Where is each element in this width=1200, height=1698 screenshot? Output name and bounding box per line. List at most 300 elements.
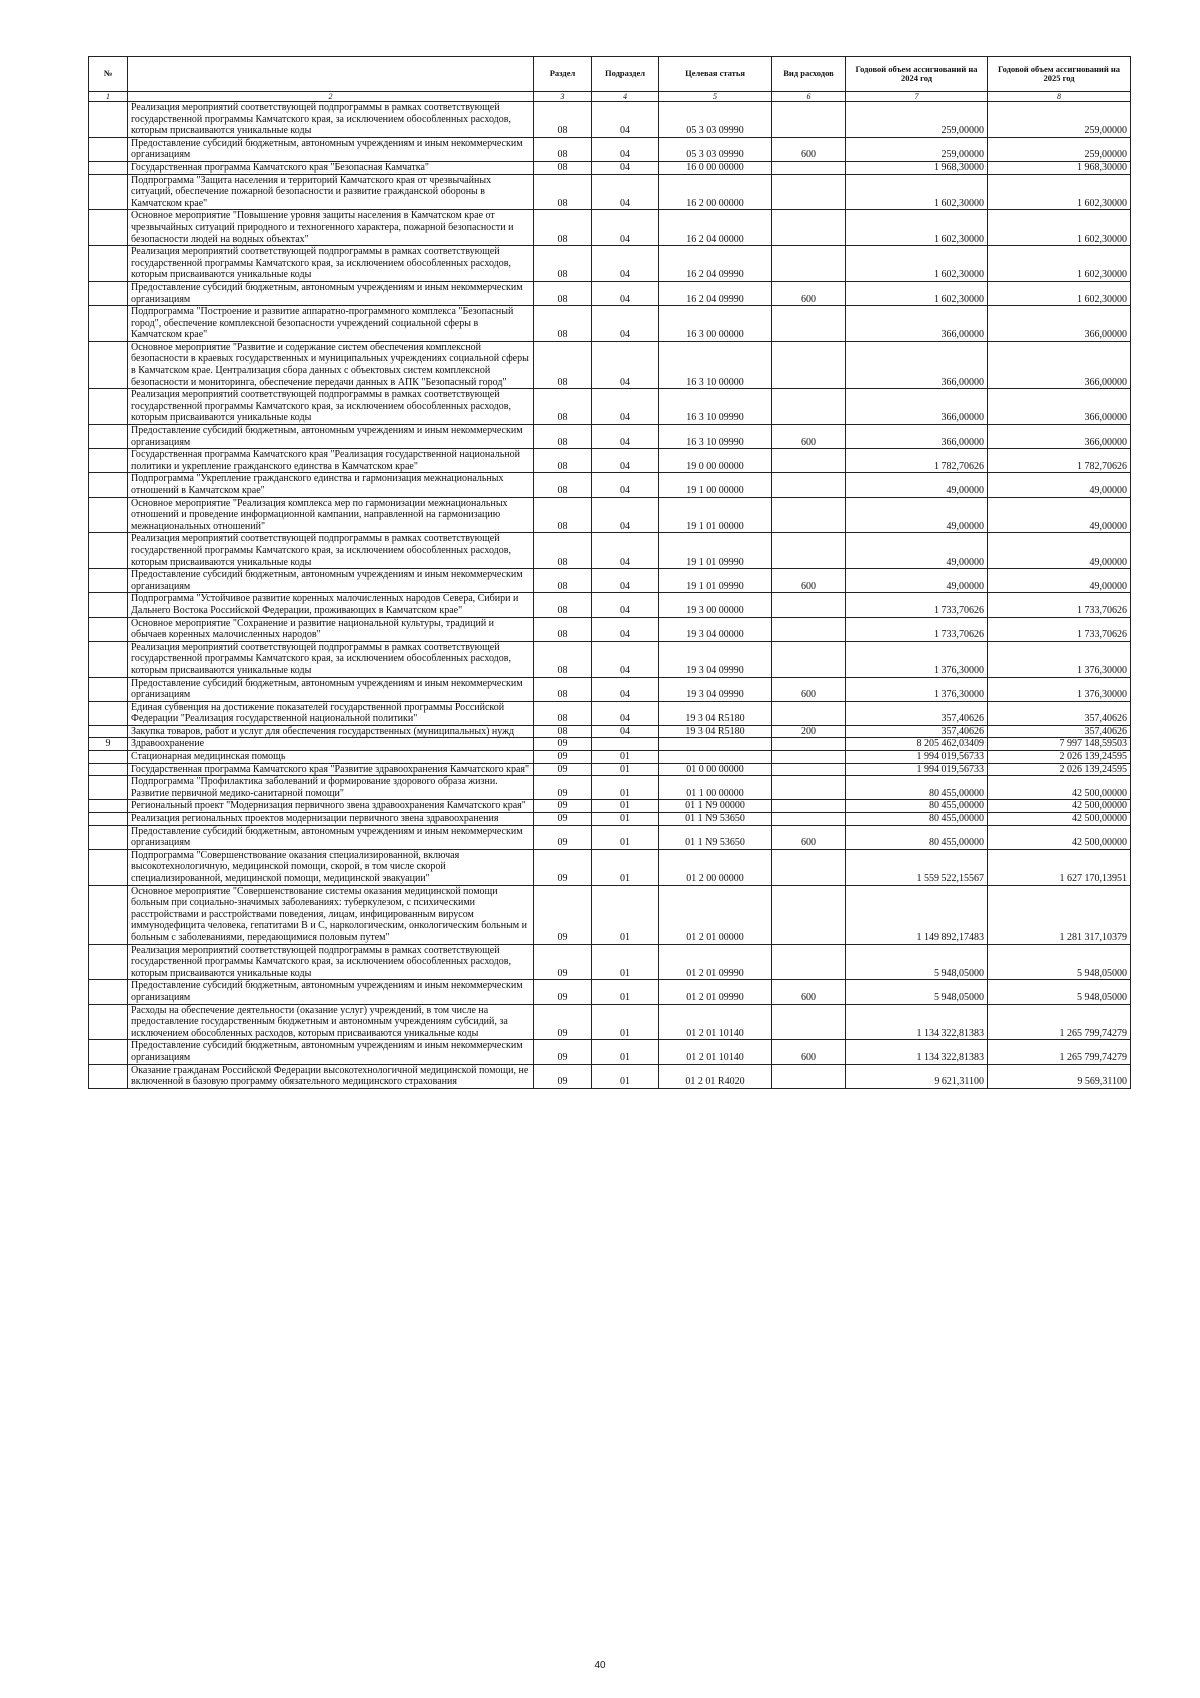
row-amount-2024: 1 602,30000: [846, 210, 988, 246]
row-amount-2024: 259,00000: [846, 102, 988, 138]
row-name: Подпрограмма "Устойчивое развитие коренных малочисленных народов Севера, Сибири и Дальнего Востока Российской Федерации, проживающих в Камчатском крае": [128, 593, 534, 617]
table-row: [89, 102, 1131, 138]
row-article: 05 3 03 09990: [659, 102, 772, 138]
row-name: Региональный проект "Модернизация первичного звена здравоохранения Камчатского края": [128, 800, 534, 813]
row-number: [89, 751, 128, 764]
row-number: [89, 246, 128, 282]
row-number: [89, 800, 128, 813]
row-razdel: 09: [534, 1004, 592, 1040]
row-number: [89, 449, 128, 473]
row-name: Оказание гражданам Российской Федерации высокотехнологичной медицинской помощи, не включенной в базовую программу обязательного медицинского страхования: [128, 1064, 534, 1088]
row-amount-2024: 259,00000: [846, 137, 988, 161]
table-row: [89, 174, 1131, 210]
row-amount-2025: 259,00000: [988, 102, 1131, 138]
row-razdel: 08: [534, 641, 592, 677]
row-number: [89, 641, 128, 677]
row-article: 16 2 04 00000: [659, 210, 772, 246]
row-amount-2025: 5 948,05000: [988, 944, 1131, 980]
table-row: [89, 751, 1131, 764]
row-amount-2024: 9 621,31100: [846, 1064, 988, 1088]
column-number: 2: [128, 92, 534, 102]
row-amount-2024: 1 968,30000: [846, 161, 988, 174]
row-razdel: 08: [534, 102, 592, 138]
row-name: Основное мероприятие "Сохранение и развитие национальной культуры, традиций и обычаев коренных малочисленных народов": [128, 617, 534, 641]
row-article: 19 3 04 00000: [659, 617, 772, 641]
row-article: 01 2 00 00000: [659, 849, 772, 885]
row-razdel: 08: [534, 473, 592, 497]
row-article: 01 1 N9 00000: [659, 800, 772, 813]
row-vid: [772, 306, 846, 342]
row-vid: [772, 1064, 846, 1088]
table-row: [89, 725, 1131, 738]
row-razdel: 08: [534, 281, 592, 305]
row-number: [89, 473, 128, 497]
row-vid: [772, 593, 846, 617]
row-article: 01 1 N9 53650: [659, 813, 772, 826]
row-amount-2025: 42 500,00000: [988, 800, 1131, 813]
row-number: [89, 1004, 128, 1040]
row-name: Реализация мероприятий соответствующей подпрограммы в рамках соответствующей государственной программы Камчатского края, за исключением обособленных расходов, которым присваиваются уникальные коды: [128, 944, 534, 980]
row-article: 01 0 00 00000: [659, 763, 772, 776]
row-podrazdel: 04: [592, 617, 659, 641]
row-razdel: 08: [534, 449, 592, 473]
row-amount-2025: 1 602,30000: [988, 281, 1131, 305]
row-razdel: 09: [534, 813, 592, 826]
row-podrazdel: 04: [592, 569, 659, 593]
row-amount-2024: 1 733,70626: [846, 593, 988, 617]
row-number: [89, 1040, 128, 1064]
row-razdel: 08: [534, 306, 592, 342]
row-amount-2024: 5 948,05000: [846, 944, 988, 980]
row-amount-2024: 1 602,30000: [846, 281, 988, 305]
row-razdel: 08: [534, 389, 592, 425]
table-row: [89, 763, 1131, 776]
table-row: [89, 701, 1131, 725]
table-row: [89, 641, 1131, 677]
row-amount-2024: 5 948,05000: [846, 980, 988, 1004]
table-row: [89, 849, 1131, 885]
row-podrazdel: 04: [592, 174, 659, 210]
row-article: 01 1 N9 53650: [659, 825, 772, 849]
row-number: [89, 341, 128, 388]
row-article: 16 3 00 00000: [659, 306, 772, 342]
row-vid: [772, 617, 846, 641]
row-article: 01 2 01 R4020: [659, 1064, 772, 1088]
column-number: 5: [659, 92, 772, 102]
row-number: [89, 137, 128, 161]
row-vid: [772, 751, 846, 764]
row-amount-2024: 366,00000: [846, 306, 988, 342]
row-name: Подпрограмма "Построение и развитие аппаратно-программного комплекса "Безопасный город", обеспечение комплексной безопасности учреждений социальной сферы в Камчатском крае": [128, 306, 534, 342]
row-podrazdel: 01: [592, 885, 659, 944]
table-row: [89, 210, 1131, 246]
table-row: [89, 341, 1131, 388]
row-vid: [772, 174, 846, 210]
row-amount-2024: 1 733,70626: [846, 617, 988, 641]
column-number: 6: [772, 92, 846, 102]
row-amount-2024: 1 134 322,81383: [846, 1004, 988, 1040]
row-podrazdel: 04: [592, 281, 659, 305]
row-name: Подпрограмма "Профилактика заболеваний и формирование здорового образа жизни. Развитие первичной медико-санитарной помощи": [128, 776, 534, 800]
row-article: 16 0 00 00000: [659, 161, 772, 174]
row-amount-2024: 1 149 892,17483: [846, 885, 988, 944]
row-number: [89, 1064, 128, 1088]
row-number: [89, 763, 128, 776]
row-amount-2025: 366,00000: [988, 341, 1131, 388]
row-podrazdel: 04: [592, 341, 659, 388]
row-amount-2024: 1 602,30000: [846, 246, 988, 282]
row-article: 01 2 01 09990: [659, 944, 772, 980]
row-amount-2025: 1 627 170,13951: [988, 849, 1131, 885]
row-podrazdel: 01: [592, 813, 659, 826]
row-number: 9: [89, 738, 128, 751]
row-razdel: 08: [534, 533, 592, 569]
row-amount-2025: 1 782,70626: [988, 449, 1131, 473]
row-podrazdel: 01: [592, 776, 659, 800]
row-name: Здравоохранение: [128, 738, 534, 751]
row-amount-2024: 1 559 522,15567: [846, 849, 988, 885]
table-row: [89, 533, 1131, 569]
row-amount-2025: 1 602,30000: [988, 174, 1131, 210]
row-podrazdel: 01: [592, 1004, 659, 1040]
row-number: [89, 102, 128, 138]
table-row: [89, 306, 1131, 342]
table-row: [89, 473, 1131, 497]
header-vid: Вид расходов: [772, 57, 846, 92]
page-number: 40: [594, 1660, 606, 1671]
row-article: [659, 751, 772, 764]
row-name: Основное мероприятие "Совершенствование системы оказания медицинской помощи больным при социально-значимых заболеваниях: туберкулезом, с психическими расстройствами и расстройствами поведения, лицам, инфицированным вирусом иммунодефицита человека, гепатитами В и С, наркологическим, онкологическим больным и больным с заболеваниями, передающимися половым путем": [128, 885, 534, 944]
row-vid: [772, 341, 846, 388]
row-vid: 600: [772, 825, 846, 849]
row-razdel: 09: [534, 800, 592, 813]
row-name: Предоставление субсидий бюджетным, автономным учреждениям и иным некоммерческим организациям: [128, 825, 534, 849]
row-number: [89, 593, 128, 617]
row-name: Предоставление субсидий бюджетным, автономным учреждениям и иным некоммерческим организациям: [128, 137, 534, 161]
row-razdel: 09: [534, 885, 592, 944]
row-podrazdel: 04: [592, 102, 659, 138]
header-row: [89, 57, 1131, 92]
row-razdel: 08: [534, 341, 592, 388]
table-row: [89, 1004, 1131, 1040]
row-number: [89, 174, 128, 210]
row-podrazdel: 04: [592, 701, 659, 725]
row-amount-2025: 1 376,30000: [988, 677, 1131, 701]
row-number: [89, 210, 128, 246]
row-article: 19 1 01 09990: [659, 569, 772, 593]
row-amount-2024: 357,40626: [846, 725, 988, 738]
row-amount-2024: 366,00000: [846, 341, 988, 388]
row-amount-2025: 366,00000: [988, 306, 1131, 342]
row-podrazdel: 04: [592, 449, 659, 473]
row-number: [89, 425, 128, 449]
row-article: [659, 738, 772, 751]
row-amount-2024: 1 994 019,56733: [846, 751, 988, 764]
row-podrazdel: 04: [592, 641, 659, 677]
header-podrazdel: Подраздел: [592, 57, 659, 92]
row-article: 19 3 00 00000: [659, 593, 772, 617]
row-name: Основное мероприятие "Реализация комплекса мер по гармонизации межнациональных отношений и проведение информационной кампании, направленной на гармонизацию межнациональных отношений": [128, 497, 534, 533]
row-number: [89, 161, 128, 174]
row-number: [89, 677, 128, 701]
column-number: 3: [534, 92, 592, 102]
row-amount-2024: 80 455,00000: [846, 825, 988, 849]
row-razdel: 09: [534, 825, 592, 849]
table-row: [89, 449, 1131, 473]
row-vid: [772, 849, 846, 885]
row-article: 01 1 00 00000: [659, 776, 772, 800]
row-amount-2024: 357,40626: [846, 701, 988, 725]
row-amount-2025: 49,00000: [988, 533, 1131, 569]
table-row: [89, 738, 1131, 751]
table-row: [89, 800, 1131, 813]
table-row: [89, 389, 1131, 425]
row-amount-2025: 1 968,30000: [988, 161, 1131, 174]
row-name: Единая субвенция на достижение показателей государственной программы Российской Федерации "Реализация государственной национальной политики": [128, 701, 534, 725]
row-vid: [772, 701, 846, 725]
row-podrazdel: 04: [592, 533, 659, 569]
row-number: [89, 725, 128, 738]
row-amount-2025: 49,00000: [988, 569, 1131, 593]
row-vid: [772, 497, 846, 533]
row-article: 01 2 01 00000: [659, 885, 772, 944]
row-amount-2025: 1 265 799,74279: [988, 1040, 1131, 1064]
header-2024: Годовой объем ассигнований на 2024 год: [846, 57, 988, 92]
row-article: 16 2 04 09990: [659, 246, 772, 282]
column-number: 1: [89, 92, 128, 102]
row-vid: [772, 473, 846, 497]
row-name: Государственная программа Камчатского края "Развитие здравоохранения Камчатского края": [128, 763, 534, 776]
table-row: [89, 1040, 1131, 1064]
row-amount-2024: 366,00000: [846, 425, 988, 449]
row-vid: [772, 800, 846, 813]
row-razdel: 08: [534, 497, 592, 533]
header-name: [128, 57, 534, 92]
row-name: Реализация мероприятий соответствующей подпрограммы в рамках соответствующей государственной программы Камчатского края, за исключением обособленных расходов, которым присваиваются уникальные коды: [128, 389, 534, 425]
row-number: [89, 389, 128, 425]
row-name: Реализация региональных проектов модернизации первичного звена здравоохранения: [128, 813, 534, 826]
row-article: 01 2 01 10140: [659, 1004, 772, 1040]
row-vid: [772, 944, 846, 980]
row-number: [89, 569, 128, 593]
table-body: [89, 102, 1131, 1089]
row-vid: 600: [772, 281, 846, 305]
row-number: [89, 281, 128, 305]
row-name: Подпрограмма "Защита населения и территорий Камчатского края от чрезвычайных ситуаций, обеспечение пожарной безопасности и развитие гражданской обороны в Камчатском крае": [128, 174, 534, 210]
row-vid: [772, 389, 846, 425]
row-amount-2024: 1 602,30000: [846, 174, 988, 210]
row-podrazdel: [592, 738, 659, 751]
row-name: Подпрограмма "Совершенствование оказания специализированной, включая высокотехнологичную, медицинской помощи, скорой, в том числе скорой специализированной, медицинской помощи, медицинской эвакуации": [128, 849, 534, 885]
row-podrazdel: 04: [592, 161, 659, 174]
row-podrazdel: 01: [592, 800, 659, 813]
row-razdel: 08: [534, 569, 592, 593]
row-name: Реализация мероприятий соответствующей подпрограммы в рамках соответствующей государственной программы Камчатского края, за исключением обособленных расходов, которым присваиваются уникальные коды: [128, 641, 534, 677]
row-article: 01 2 01 09990: [659, 980, 772, 1004]
row-article: 19 0 00 00000: [659, 449, 772, 473]
row-article: 19 3 04 R5180: [659, 701, 772, 725]
row-podrazdel: 04: [592, 677, 659, 701]
row-vid: 600: [772, 677, 846, 701]
row-vid: 600: [772, 425, 846, 449]
row-amount-2024: 49,00000: [846, 569, 988, 593]
row-article: 19 3 04 09990: [659, 677, 772, 701]
row-vid: [772, 533, 846, 569]
table-row: [89, 425, 1131, 449]
row-amount-2025: 259,00000: [988, 137, 1131, 161]
row-amount-2025: 1 602,30000: [988, 246, 1131, 282]
row-podrazdel: 01: [592, 1040, 659, 1064]
row-article: 19 1 00 00000: [659, 473, 772, 497]
row-podrazdel: 01: [592, 763, 659, 776]
row-podrazdel: 04: [592, 210, 659, 246]
row-amount-2025: 42 500,00000: [988, 825, 1131, 849]
row-amount-2024: 8 205 462,03409: [846, 738, 988, 751]
row-name: Государственная программа Камчатского края "Безопасная Камчатка": [128, 161, 534, 174]
row-podrazdel: 01: [592, 980, 659, 1004]
row-razdel: 09: [534, 763, 592, 776]
row-name: Основное мероприятие "Повышение уровня защиты населения в Камчатском крае от чрезвычайных ситуаций природного и техногенного характера, пожарной безопасности и безопасности людей на водных объектах": [128, 210, 534, 246]
column-number: 7: [846, 92, 988, 102]
row-name: Предоставление субсидий бюджетным, автономным учреждениям и иным некоммерческим организациям: [128, 1040, 534, 1064]
row-amount-2025: 357,40626: [988, 701, 1131, 725]
row-amount-2025: 1 602,30000: [988, 210, 1131, 246]
row-name: Предоставление субсидий бюджетным, автономным учреждениям и иным некоммерческим организациям: [128, 569, 534, 593]
header-razdel: Раздел: [534, 57, 592, 92]
row-vid: 600: [772, 1040, 846, 1064]
budget-table: [88, 56, 1131, 1089]
row-vid: [772, 246, 846, 282]
row-amount-2024: 1 782,70626: [846, 449, 988, 473]
row-number: [89, 306, 128, 342]
row-razdel: 08: [534, 174, 592, 210]
row-razdel: 08: [534, 593, 592, 617]
row-article: 19 1 01 09990: [659, 533, 772, 569]
row-razdel: 08: [534, 725, 592, 738]
row-podrazdel: 04: [592, 425, 659, 449]
row-name: Реализация мероприятий соответствующей подпрограммы в рамках соответствующей государственной программы Камчатского края, за исключением обособленных расходов, которым присваиваются уникальные коды: [128, 246, 534, 282]
row-vid: [772, 776, 846, 800]
row-name: Государственная программа Камчатского края "Реализация государственной национальной политики и укрепление гражданского единства в Камчатском крае": [128, 449, 534, 473]
row-razdel: 09: [534, 980, 592, 1004]
row-vid: 200: [772, 725, 846, 738]
row-vid: [772, 1004, 846, 1040]
table-row: [89, 617, 1131, 641]
row-amount-2024: 49,00000: [846, 473, 988, 497]
row-number: [89, 944, 128, 980]
row-name: Основное мероприятие "Развитие и содержание систем обеспечения комплексной безопасности в краевых государственных и муниципальных учреждениях социальной сферы в Камчатском крае. Централизация сбора данных с объектовых систем комплексной безопасности и мониторинга, обеспечение передачи данных в АПК "Безопасный город": [128, 341, 534, 388]
row-number: [89, 813, 128, 826]
table-row: [89, 1064, 1131, 1088]
row-amount-2025: 42 500,00000: [988, 813, 1131, 826]
row-podrazdel: 01: [592, 944, 659, 980]
row-name: Закупка товаров, работ и услуг для обеспечения государственных (муниципальных) нужд: [128, 725, 534, 738]
row-article: 16 3 10 09990: [659, 425, 772, 449]
row-podrazdel: 04: [592, 137, 659, 161]
table-row: [89, 593, 1131, 617]
row-name: Реализация мероприятий соответствующей подпрограммы в рамках соответствующей государственной программы Камчатского края, за исключением обособленных расходов, которым присваиваются уникальные коды: [128, 533, 534, 569]
table-row: [89, 246, 1131, 282]
row-razdel: 09: [534, 1040, 592, 1064]
row-vid: [772, 449, 846, 473]
row-number: [89, 617, 128, 641]
row-razdel: 08: [534, 137, 592, 161]
row-name: Реализация мероприятий соответствующей подпрограммы в рамках соответствующей государственной программы Камчатского края, за исключением обособленных расходов, которым присваиваются уникальные коды: [128, 102, 534, 138]
row-razdel: 09: [534, 1064, 592, 1088]
row-amount-2025: 2 026 139,24595: [988, 763, 1131, 776]
row-podrazdel: 04: [592, 725, 659, 738]
row-vid: [772, 641, 846, 677]
table-row: [89, 497, 1131, 533]
row-amount-2025: 2 026 139,24595: [988, 751, 1131, 764]
row-amount-2025: 366,00000: [988, 389, 1131, 425]
row-podrazdel: 04: [592, 473, 659, 497]
row-article: 16 2 00 00000: [659, 174, 772, 210]
row-vid: [772, 161, 846, 174]
table-row: [89, 569, 1131, 593]
row-razdel: 09: [534, 776, 592, 800]
row-amount-2025: 1 265 799,74279: [988, 1004, 1131, 1040]
row-number: [89, 825, 128, 849]
row-podrazdel: 04: [592, 593, 659, 617]
row-name: Предоставление субсидий бюджетным, автономным учреждениям и иным некоммерческим организациям: [128, 425, 534, 449]
row-podrazdel: 04: [592, 246, 659, 282]
row-vid: 600: [772, 569, 846, 593]
row-amount-2025: 49,00000: [988, 497, 1131, 533]
row-amount-2024: 80 455,00000: [846, 776, 988, 800]
row-vid: 600: [772, 980, 846, 1004]
row-razdel: 09: [534, 944, 592, 980]
row-podrazdel: 04: [592, 497, 659, 533]
row-amount-2025: 1 733,70626: [988, 617, 1131, 641]
row-number: [89, 533, 128, 569]
row-razdel: 08: [534, 161, 592, 174]
table-row: [89, 825, 1131, 849]
row-podrazdel: 04: [592, 306, 659, 342]
row-vid: [772, 813, 846, 826]
row-razdel: 09: [534, 738, 592, 751]
row-razdel: 09: [534, 751, 592, 764]
row-amount-2024: 366,00000: [846, 389, 988, 425]
row-amount-2024: 49,00000: [846, 497, 988, 533]
row-name: Предоставление субсидий бюджетным, автономным учреждениям и иным некоммерческим организациям: [128, 281, 534, 305]
row-article: 19 3 04 R5180: [659, 725, 772, 738]
column-number-row: [89, 92, 1131, 102]
row-number: [89, 701, 128, 725]
row-amount-2025: 42 500,00000: [988, 776, 1131, 800]
table-row: [89, 281, 1131, 305]
table-row: [89, 980, 1131, 1004]
row-podrazdel: 01: [592, 849, 659, 885]
row-amount-2024: 80 455,00000: [846, 800, 988, 813]
row-podrazdel: 01: [592, 751, 659, 764]
row-amount-2025: 49,00000: [988, 473, 1131, 497]
row-number: [89, 885, 128, 944]
row-number: [89, 497, 128, 533]
row-amount-2024: 49,00000: [846, 533, 988, 569]
row-razdel: 08: [534, 210, 592, 246]
table-row: [89, 944, 1131, 980]
header-2025: Годовой объем ассигнований на 2025 год: [988, 57, 1131, 92]
row-article: 16 3 10 00000: [659, 341, 772, 388]
row-razdel: 08: [534, 425, 592, 449]
row-amount-2025: 1 733,70626: [988, 593, 1131, 617]
budget-sheet: [88, 56, 1130, 1089]
row-amount-2025: 5 948,05000: [988, 980, 1131, 1004]
row-article: 05 3 03 09990: [659, 137, 772, 161]
row-razdel: 08: [534, 677, 592, 701]
row-article: 19 3 04 09990: [659, 641, 772, 677]
